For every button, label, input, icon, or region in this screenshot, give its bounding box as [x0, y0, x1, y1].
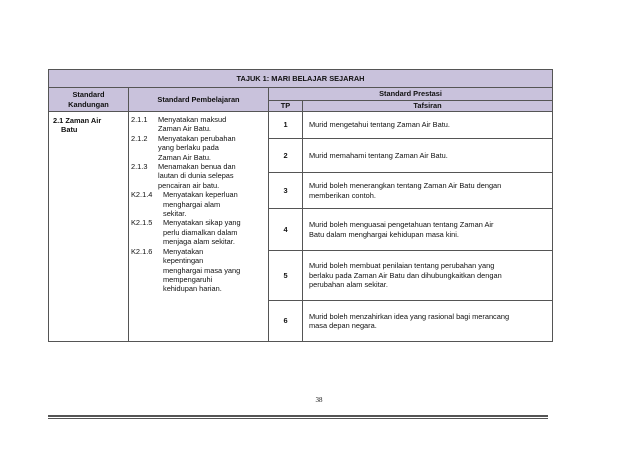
sp-item: K2.1.4 Menyatakan keperluan menghargai alam sekitar.: [131, 190, 238, 219]
tp-value: 2: [269, 139, 303, 173]
tafsiran-text: Murid memahami tentang Zaman Air Batu.: [303, 139, 553, 173]
tp-value: 4: [269, 209, 303, 251]
tafsiran-text: Murid mengetahui tentang Zaman Air Batu.: [303, 112, 553, 139]
tp-value: 1: [269, 112, 303, 139]
tp-value: 5: [269, 251, 303, 301]
sp-item: 2.1.2 Menyatakan perubahan yang berlaku pada Zaman Air Batu.: [131, 133, 236, 162]
tafsiran-text: Murid boleh menguasai pengetahuan tentang Zaman Air Batu dalam menghargai kehidupan masa kini.: [303, 209, 553, 251]
table-title: TAJUK 1: MARI BELAJAR SEJARAH: [49, 70, 553, 88]
footer-rule-thin: [48, 418, 548, 419]
header-standard-prestasi: Standard Prestasi: [269, 88, 553, 101]
dskp-table: [48, 69, 553, 342]
header-tp: TP: [269, 101, 303, 112]
table-row: [49, 112, 553, 139]
header-standard-pembelajaran: Standard Pembelajaran: [129, 88, 269, 112]
standard-pembelajaran-cell: [129, 112, 269, 342]
tafsiran-text: Murid boleh membuat penilaian tentang perubahan yang berlaku pada Zaman Air Batu dan dihubungkaitkan dengan perubahan alam sekitar.: [303, 251, 553, 301]
tafsiran-text: Murid boleh menerangkan tentang Zaman Air Batu dengan memberikan contoh.: [303, 173, 553, 209]
footer-rule: [48, 415, 548, 417]
header-standard-kandungan: Standard Kandungan: [49, 88, 129, 112]
sp-item: K2.1.5 Menyatakan sikap yang perlu diamalkan dalam menjaga alam sekitar.: [131, 218, 241, 247]
tp-value: 6: [269, 301, 303, 342]
header-tafsiran: Tafsiran: [303, 101, 553, 112]
standard-kandungan-cell: 2.1 Zaman Air Batu: [49, 112, 129, 342]
tafsiran-text: Murid boleh menzahirkan idea yang rasional bagi merancang masa depan negara.: [303, 301, 553, 342]
tp-value: 3: [269, 173, 303, 209]
sp-item: K2.1.6 Menyatakan kepentingan menghargai masa yang mempengaruhi kehidupan harian.: [131, 246, 241, 294]
sp-item: 2.1.3 Menamakan benua dan lautan di dunia selepas pencairan air batu.: [131, 162, 236, 190]
page-number: 38: [315, 396, 323, 404]
sp-item: 2.1.1 Menyatakan maksud Zaman Air Batu.: [131, 115, 227, 134]
